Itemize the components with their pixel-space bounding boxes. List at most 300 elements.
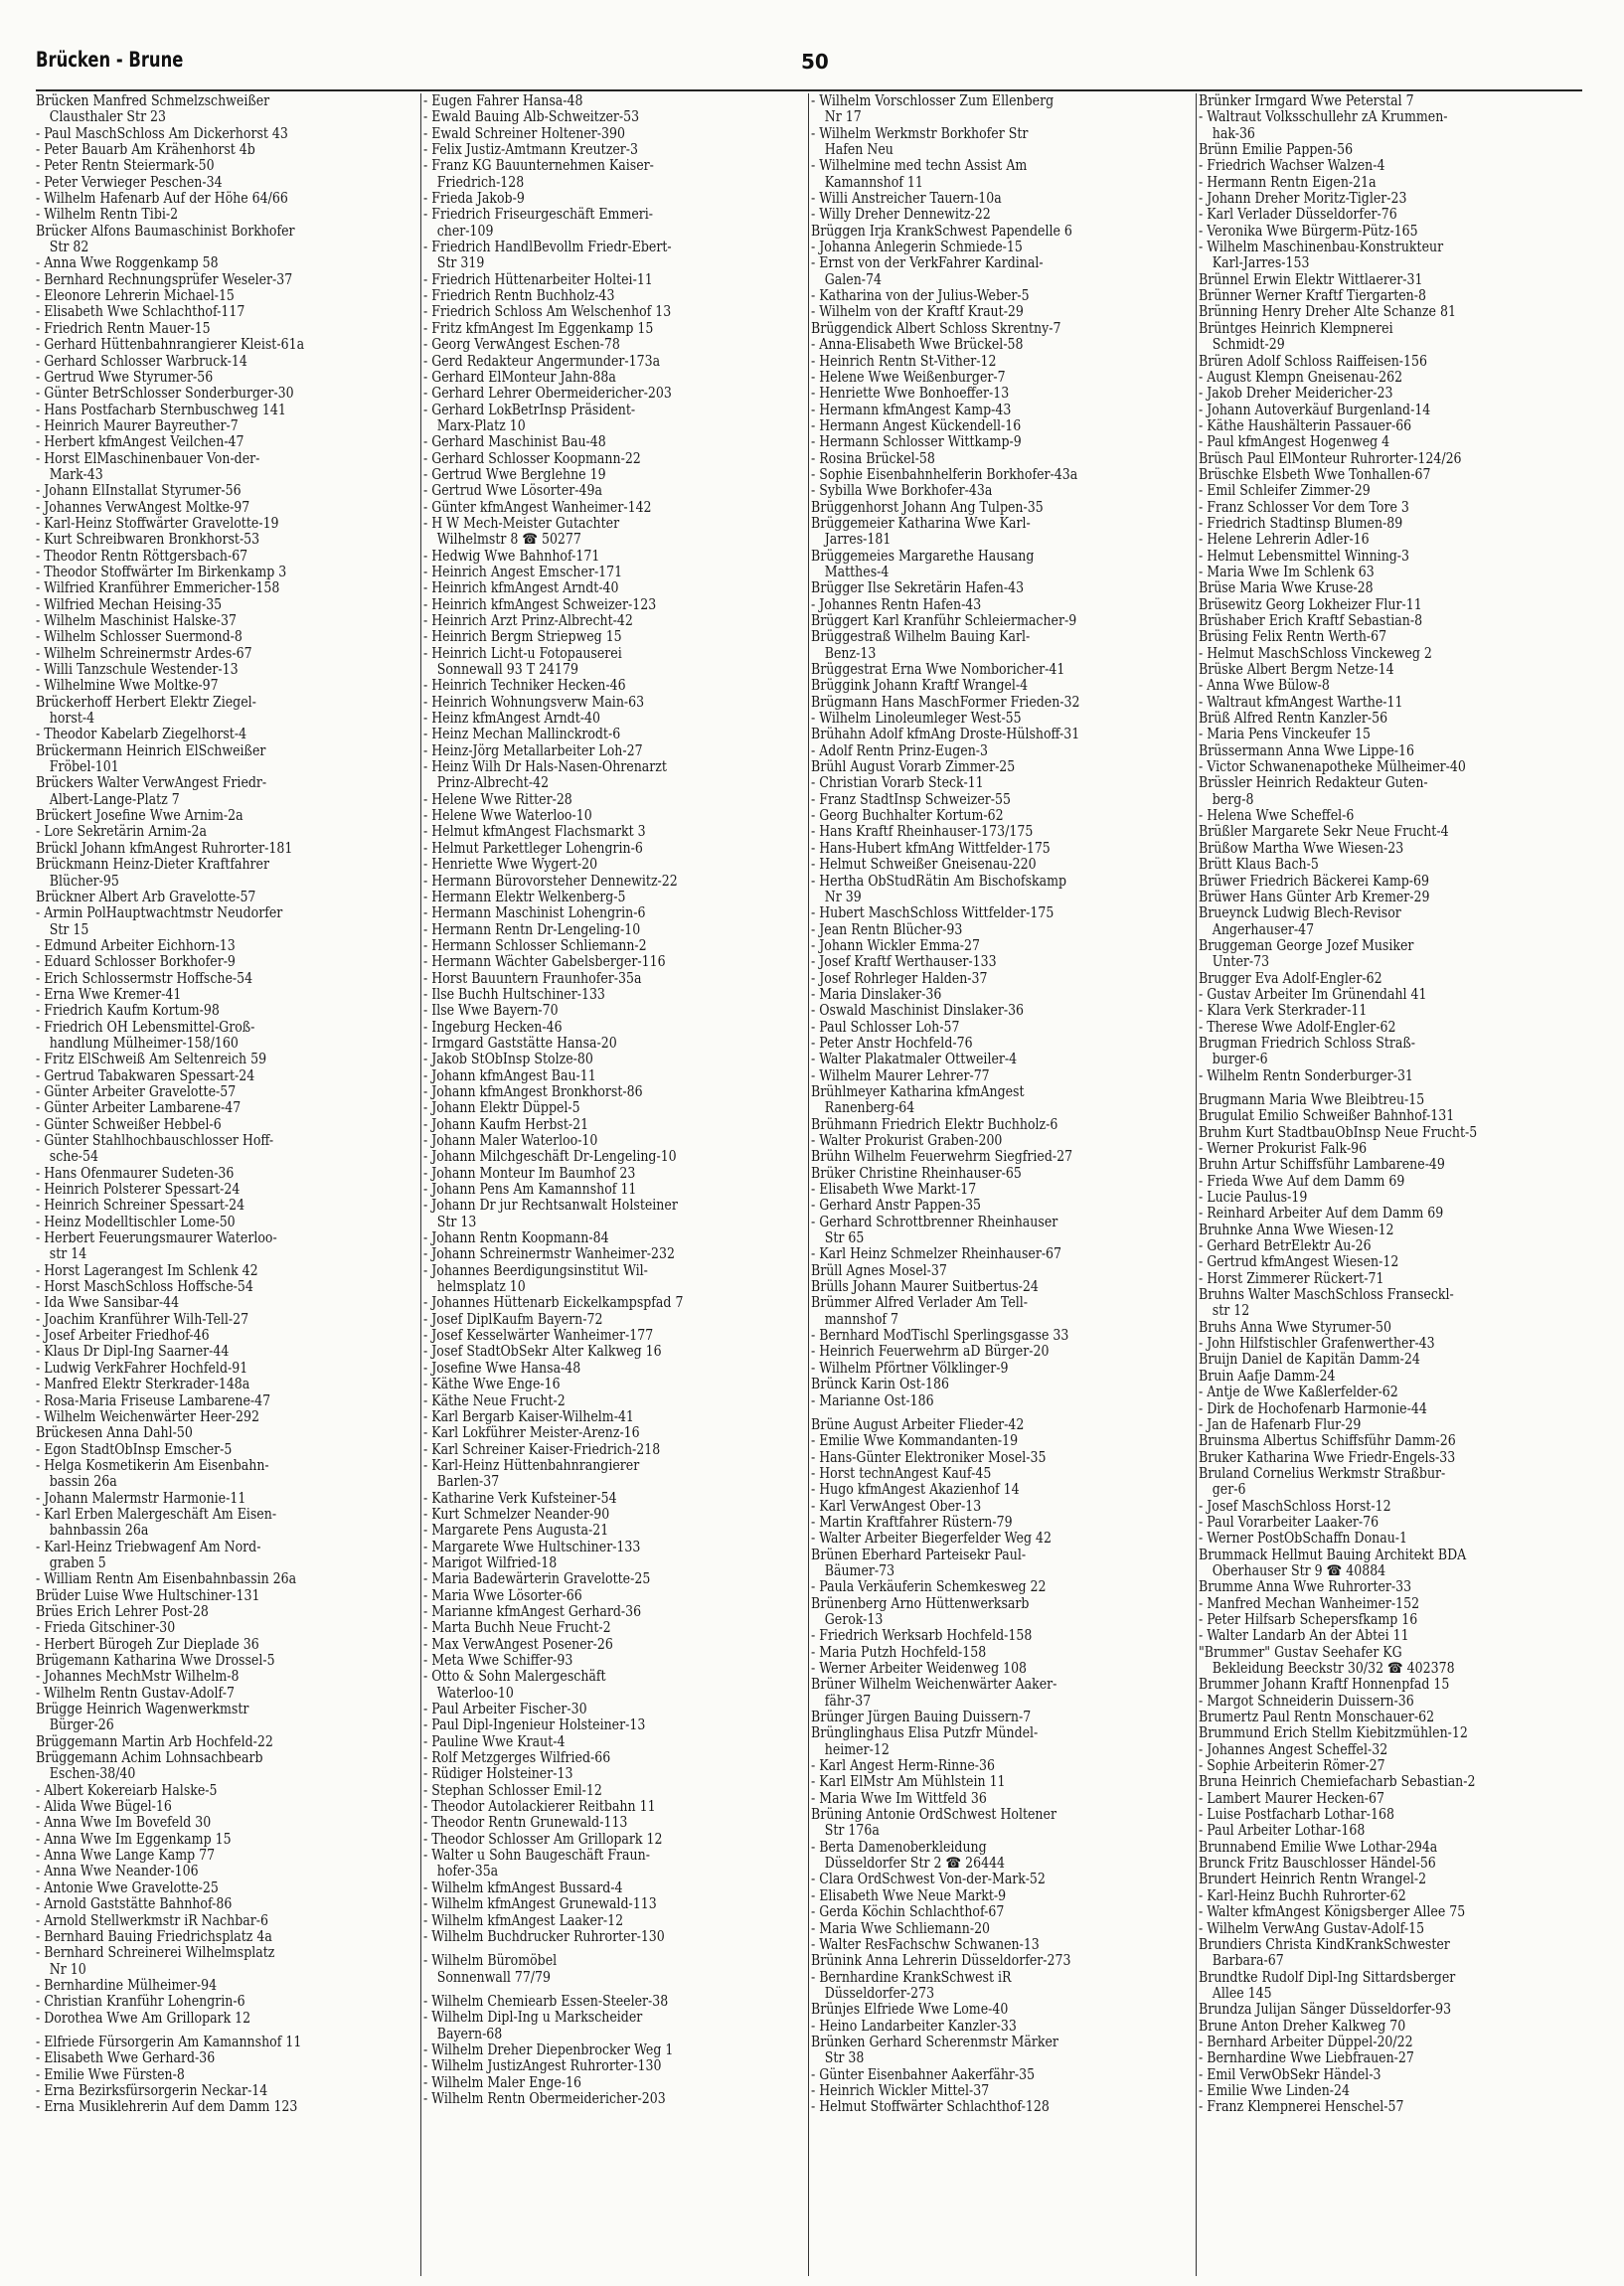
entry-line: - Marianne Ost-186 xyxy=(811,1391,934,1409)
entry-line: Brüschke Elsbeth Wwe Tonhallen-67 xyxy=(1199,465,1431,483)
entry-continuation: Allee 145 xyxy=(1212,1984,1272,2002)
entry-continuation: bassin 26a xyxy=(49,1473,117,1491)
entry-line: - Lore Sekretärin Arnim-2a xyxy=(36,823,207,841)
entry-continuation: Angerhauser-47 xyxy=(1212,920,1315,938)
entry-line: - Georg Buchhalter Kortum-62 xyxy=(811,807,1004,825)
entry-line: - Wilhelm kfmAngest Laaker-12 xyxy=(423,1911,624,1929)
directory-entry xyxy=(1199,191,1584,207)
directory-entry xyxy=(423,1117,809,1133)
entry-line: - Wilfried Mechan Heising-35 xyxy=(36,595,223,613)
directory-entry xyxy=(36,1068,421,1084)
directory-entry xyxy=(423,142,809,158)
directory-entry xyxy=(811,1417,1197,1433)
entry-line: Brückl Johann kfmAngest Ruhrorter-181 xyxy=(36,839,293,857)
entry-line: - Wilhelm Rentn Gustav-Adolf-7 xyxy=(36,1684,235,1702)
entry-line: - Heinz Mechan Mallinckrodt-6 xyxy=(423,726,621,743)
entry-line: - August Klempn Gneisenau-262 xyxy=(1199,368,1403,386)
entry-line: - Willi Tanzschule Westender-13 xyxy=(36,661,239,679)
entry-line: - Anna-Elisabeth Wwe Brückel-58 xyxy=(811,336,1024,354)
directory-entry xyxy=(36,1100,421,1116)
entry-line: - Wilhelm Dreher Diepenbrocker Weg 1 xyxy=(423,2041,674,2058)
directory-entry xyxy=(423,483,809,499)
directory-entry xyxy=(1199,775,1584,808)
entry-line: - Gerhard Anstr Pappen-35 xyxy=(811,1197,982,1215)
entry-line: - Helene Wwe Waterloo-10 xyxy=(423,807,592,825)
directory-entry xyxy=(423,549,809,565)
directory-entry xyxy=(36,532,421,548)
entry-line: Brune Anton Dreher Kalkweg 70 xyxy=(1199,2017,1406,2035)
directory-entry xyxy=(811,1133,1197,1149)
entry-line: Brücken Manfred Schmelzschweißer xyxy=(36,93,270,109)
directory-entry xyxy=(36,1540,421,1572)
entry-line: - Heino Landarbeiter Kanzler-33 xyxy=(811,2017,1017,2035)
directory-entry xyxy=(423,1571,809,1587)
entry-line: - Maria Badewärterin Gravelotte-25 xyxy=(423,1570,651,1588)
entry-continuation: Waterloo-10 xyxy=(436,1684,514,1702)
entry-line: - Hermann Rentn Dr-Lengeling-10 xyxy=(423,920,641,938)
directory-entry xyxy=(36,191,421,207)
entry-line: Brüggemann Martin Arb Hochfeld-22 xyxy=(36,1732,273,1750)
directory-entry xyxy=(423,711,809,727)
directory-entry xyxy=(36,1507,421,1540)
entry-line: Brünen Eberhard Parteisekr Paul- xyxy=(811,1546,1027,1563)
directory-entry xyxy=(811,1677,1197,1710)
entry-line: Brütt Klaus Bach-5 xyxy=(1199,856,1319,874)
directory-entry xyxy=(811,1710,1197,1725)
directory-entry xyxy=(1199,1856,1584,1872)
entry-line: - Erich Schlossermstr Hoffsche-54 xyxy=(36,969,253,987)
directory-entry xyxy=(1199,1515,1584,1531)
directory-entry xyxy=(811,240,1197,255)
directory-entry xyxy=(1199,1628,1584,1644)
directory-entry xyxy=(36,1848,421,1864)
directory-entry xyxy=(1199,483,1584,499)
entry-line: - Bernhardine Mülheimer-94 xyxy=(36,1976,218,1994)
directory-entry xyxy=(1199,1401,1584,1417)
entry-continuation: Friedrich-128 xyxy=(436,173,525,191)
entry-line: - Johann Malermstr Harmonie-11 xyxy=(36,1489,246,1507)
entry-line: - Eugen Fahrer Hansa-48 xyxy=(423,93,583,109)
entry-line: - Ingeburg Hecken-46 xyxy=(423,1018,563,1036)
entry-line: - Heinz Wilh Dr Hals-Nasen-Ohrenarzt xyxy=(423,758,667,776)
entry-line: Bruhns Walter MaschSchloss Franseckl- xyxy=(1199,1286,1454,1304)
entry-line: - Theodor Rentn Röttgersbach-67 xyxy=(36,547,248,565)
entry-continuation: Jarres-181 xyxy=(824,531,892,549)
entry-line: - Helene Lehrerin Adler-16 xyxy=(1199,531,1370,549)
directory-entry xyxy=(1199,1125,1584,1141)
directory-entry xyxy=(36,905,421,938)
entry-line: - Karl-Heinz Stoffwärter Gravelotte-19 xyxy=(36,514,279,532)
directory-entry xyxy=(36,1880,421,1896)
directory-entry xyxy=(423,434,809,450)
directory-entry xyxy=(811,580,1197,596)
entry-line: - Gerhard Lehrer Obermeidericher-203 xyxy=(423,385,672,403)
directory-entry xyxy=(36,2067,421,2083)
directory-entry xyxy=(423,1328,809,1344)
directory-entry xyxy=(1199,1531,1584,1547)
entry-line: - Maria Wwe Im Wittfeld 36 xyxy=(811,1789,987,1807)
entry-line: - Luise Postfacharb Lothar-168 xyxy=(1199,1806,1394,1824)
directory-entry xyxy=(811,1888,1197,1904)
entry-line: - Werner PostObSchaffn Donau-1 xyxy=(1199,1530,1408,1548)
directory-entry xyxy=(1199,1433,1584,1449)
entry-line: - Hermann Rentn Eigen-21a xyxy=(1199,173,1377,191)
directory-entry xyxy=(423,1068,809,1084)
directory-entry xyxy=(1199,824,1584,840)
directory-entry xyxy=(423,759,809,792)
entry-line: - Bernhard Schreinerei Wilhelmsplatz xyxy=(36,1944,275,1962)
entry-line: - Heinz kfmAngest Arndt-40 xyxy=(423,710,600,728)
entry-line: - Paul kfmAngest Hogenweg 4 xyxy=(1199,433,1390,451)
entry-line: Brüsch Paul ElMonteur Ruhrorter-124/26 xyxy=(1199,449,1462,467)
directory-entry xyxy=(36,370,421,386)
entry-line: - Günter BetrSchlosser Sonderburger-30 xyxy=(36,385,294,403)
directory-entry xyxy=(423,857,809,873)
directory-entry xyxy=(811,727,1197,742)
entry-line: - Gerd Redakteur Angermunder-173a xyxy=(423,352,661,370)
directory-entry xyxy=(811,1970,1197,2003)
directory-entry xyxy=(811,1328,1197,1344)
entry-line: - Arnold Stellwerkmstr iR Nachbar-6 xyxy=(36,1911,269,1929)
entry-line: Brüggestrat Erna Wwe Nomboricher-41 xyxy=(811,661,1065,679)
entry-line: Brüßler Margarete Sekr Neue Frucht-4 xyxy=(1199,823,1449,841)
entry-line: Brüggen Irja KrankSchwest Papendelle 6 xyxy=(811,222,1072,240)
directory-entry xyxy=(36,516,421,532)
directory-entry xyxy=(811,1661,1197,1677)
entry-line: - Helmut Schweißer Gneisenau-220 xyxy=(811,856,1037,874)
entry-line: - Kurt Schmelzer Neander-90 xyxy=(423,1505,610,1523)
directory-entry xyxy=(423,1702,809,1717)
entry-line: - Walter Arbeiter Biegerfelder Weg 42 xyxy=(811,1530,1052,1548)
entry-line: - Franz KG Bauunternehmen Kaiser- xyxy=(423,157,654,175)
entry-line: Brueynck Ludwig Blech-Revisor xyxy=(1199,904,1401,922)
directory-entry xyxy=(36,1133,421,1166)
entry-line: Brumertz Paul Rentn Monschauer-62 xyxy=(1199,1709,1435,1726)
directory-entry xyxy=(36,1669,421,1685)
directory-entry xyxy=(36,1084,421,1100)
directory-entry xyxy=(1199,207,1584,223)
directory-entry xyxy=(36,1295,421,1311)
entry-continuation: Prinz-Albrecht-42 xyxy=(436,774,550,792)
entry-line: - Heinrich Angest Emscher-171 xyxy=(423,563,623,580)
directory-entry xyxy=(423,321,809,337)
directory-entry xyxy=(811,2083,1197,2099)
entry-line: - Wilhelm VerwAng Gustav-Adolf-15 xyxy=(1199,1919,1425,1937)
entry-line: Brückmann Heinz-Dieter Kraftfahrer xyxy=(36,856,269,874)
directory-entry xyxy=(36,2035,421,2050)
entry-line: - Gertrud Wwe Berglehne 19 xyxy=(423,465,606,483)
directory-entry xyxy=(36,142,421,158)
entry-line: - Theodor Schlosser Am Grillopark 12 xyxy=(423,1830,663,1848)
entry-line: Bruijn Daniel de Kapitän Damm-24 xyxy=(1199,1351,1420,1369)
entry-line: - Stephan Schlosser Emil-12 xyxy=(423,1781,602,1799)
directory-entry xyxy=(811,759,1197,775)
directory-entry xyxy=(811,1499,1197,1515)
entry-line: - Wilhelm Vorschlosser Zum Ellenberg xyxy=(811,93,1055,109)
directory-entry xyxy=(811,1579,1197,1595)
entry-line: - Wilhelm Hafenarb Auf der Höhe 64/66 xyxy=(36,190,288,208)
directory-entry xyxy=(1199,93,1584,109)
directory-entry xyxy=(36,890,421,905)
entry-continuation: Galen-74 xyxy=(824,270,883,288)
directory-entry xyxy=(36,354,421,370)
directory-entry xyxy=(423,1717,809,1733)
directory-entry xyxy=(1199,971,1584,987)
directory-entry xyxy=(36,2083,421,2099)
directory-entry xyxy=(423,1783,809,1799)
directory-entry xyxy=(1199,1921,1584,1937)
directory-entry xyxy=(811,1840,1197,1873)
entry-line: Brünning Henry Dreher Alte Schanze 81 xyxy=(1199,303,1456,321)
directory-entry xyxy=(423,1669,809,1702)
entry-line: - Erna Musiklehrerin Auf dem Damm 123 xyxy=(36,2098,298,2116)
entry-line: Brundtke Rudolf Dipl-Ing Sittardsberger xyxy=(1199,1968,1456,1986)
directory-entry xyxy=(811,1807,1197,1840)
entry-line: - Walter ResFachschw Schwanen-13 xyxy=(811,1935,1040,1953)
entry-line: - Christian Vorarb Steck-11 xyxy=(811,774,984,792)
entry-line: Brüggenhorst Johann Ang Tulpen-35 xyxy=(811,498,1044,516)
entry-line: - Felix Justiz-Amtmann Kreutzer-3 xyxy=(423,141,638,159)
entry-continuation: Matthes-4 xyxy=(824,563,890,580)
directory-entry xyxy=(1199,743,1584,759)
directory-entry xyxy=(811,922,1197,938)
directory-entry xyxy=(423,1507,809,1523)
entry-line: - Elisabeth Wwe Neue Markt-9 xyxy=(811,1886,1007,1904)
entry-line: Brüntges Heinrich Klempnerei xyxy=(1199,319,1393,337)
directory-entry xyxy=(36,1425,421,1441)
entry-line: - Käthe Neue Frucht-2 xyxy=(423,1391,566,1409)
entry-line: - Karl Lokführer Meister-Arenz-16 xyxy=(423,1424,640,1442)
directory-entry xyxy=(811,2019,1197,2035)
entry-line: - Hermann Wächter Gabelsberger-116 xyxy=(423,953,666,971)
entry-line: - Gerhard BetrElektr Au-26 xyxy=(1199,1237,1372,1255)
directory-entry xyxy=(423,1929,809,1945)
entry-line: Brüwer Hans Günter Arb Kremer-29 xyxy=(1199,888,1430,905)
entry-line: Brüßow Martha Wwe Wiesen-23 xyxy=(1199,839,1404,857)
entry-line: - Antonie Wwe Gravelotte-25 xyxy=(36,1878,219,1896)
directory-entry xyxy=(811,1020,1197,1036)
directory-entry xyxy=(423,1084,809,1100)
directory-entry xyxy=(423,207,809,240)
entry-line: - Wilhelm Maschinenbau-Konstrukteur xyxy=(1199,239,1444,256)
entry-line: Brückerhoff Herbert Elektr Ziegel- xyxy=(36,693,256,711)
directory-entry xyxy=(1199,808,1584,824)
entry-line: - Heinrich Licht-u Fotopauserei xyxy=(423,644,622,662)
entry-continuation: Bayern-68 xyxy=(436,2025,503,2042)
entry-line: - Clara OrdSchwest Von-der-Mark-52 xyxy=(811,1871,1046,1888)
entry-line: - Günter Arbeiter Lambarene-47 xyxy=(36,1099,242,1117)
directory-entry xyxy=(1199,175,1584,191)
entry-line: - Walter u Sohn Baugeschäft Fraun- xyxy=(423,1847,650,1865)
entry-continuation: Mark-43 xyxy=(49,465,103,483)
entry-continuation: mannshof 7 xyxy=(824,1310,899,1328)
directory-entry xyxy=(36,597,421,613)
entry-line: - Katharina von der Julius-Weber-5 xyxy=(811,287,1030,305)
directory-entry xyxy=(811,158,1197,191)
entry-line: Brülls Johann Maurer Suitbertus-24 xyxy=(811,1278,1039,1296)
entry-line: - Christian Kranführ Lohengrin-6 xyxy=(36,1993,245,2011)
directory-entry xyxy=(36,2050,421,2066)
directory-entry xyxy=(36,1588,421,1604)
entry-line: Brünck Karin Ost-186 xyxy=(811,1376,949,1393)
entry-continuation: berg-8 xyxy=(1212,790,1254,808)
directory-entry xyxy=(1199,629,1584,645)
entry-continuation: Str 15 xyxy=(49,920,89,938)
directory-entry xyxy=(36,2011,421,2027)
entry-line: Bruhs Anna Wwe Styrumer-50 xyxy=(1199,1318,1391,1336)
directory-entry xyxy=(1199,1645,1584,1678)
entry-line: - Hertha ObStudRätin Am Bischofskamp xyxy=(811,872,1067,890)
directory-entry xyxy=(423,1750,809,1766)
directory-entry xyxy=(36,987,421,1003)
directory-entry xyxy=(1199,142,1584,158)
directory-entry xyxy=(423,1198,809,1230)
directory-entry xyxy=(1199,1206,1584,1222)
entry-line: Brummack Hellmut Bauing Architekt BDA xyxy=(1199,1546,1467,1563)
directory-entry xyxy=(36,613,421,629)
entry-line: Brumme Anna Wwe Ruhrorter-33 xyxy=(1199,1578,1412,1596)
entry-line: Brummund Erich Stellm Kiebitzmühlen-12 xyxy=(1199,1724,1468,1742)
directory-entry xyxy=(1199,2083,1584,2099)
directory-entry xyxy=(36,337,421,353)
entry-line: - Johann kfmAngest Bau-11 xyxy=(423,1066,596,1084)
entry-line: - Therese Wwe Adolf-Engler-62 xyxy=(1199,1018,1396,1036)
entry-line: - Karl Heinz Schmelzer Rheinhauser-67 xyxy=(811,1245,1062,1263)
entry-line: - Josef MaschSchloss Horst-12 xyxy=(1199,1497,1391,1515)
entry-line: - Johannes Beerdigungsinstitut Wil- xyxy=(423,1261,648,1279)
directory-entry xyxy=(423,1036,809,1052)
directory-entry xyxy=(423,678,809,694)
entry-line: - Gertrud Tabakwaren Spessart-24 xyxy=(36,1066,255,1084)
entry-line: - Walter Landarb An der Abtei 11 xyxy=(1199,1627,1409,1645)
directory-entry xyxy=(1199,890,1584,905)
entry-continuation: Blücher-95 xyxy=(49,872,119,890)
directory-entry xyxy=(36,1263,421,1279)
directory-entry xyxy=(1199,516,1584,532)
directory-entry xyxy=(811,337,1197,353)
directory-entry xyxy=(1199,1612,1584,1628)
directory-entry xyxy=(36,1361,421,1377)
directory-entry xyxy=(36,1458,421,1491)
entry-line: - Karl-Heinz Buchh Ruhrorter-62 xyxy=(1199,1886,1406,1904)
entry-line: - Hans Ofenmaurer Sudeten-36 xyxy=(36,1164,235,1182)
directory-entry xyxy=(423,1020,809,1036)
entry-continuation: Nr 10 xyxy=(49,1960,86,1978)
entry-line: - Elisabeth Wwe Schlachthof-117 xyxy=(36,303,245,321)
entry-line: Brüker Christine Rheinhauser-65 xyxy=(811,1164,1022,1182)
entry-line: Brückermann Heinrich ElSchweißer xyxy=(36,741,266,759)
directory-entry xyxy=(1199,1694,1584,1710)
entry-line: - Adolf Rentn Prinz-Eugen-3 xyxy=(811,741,989,759)
entry-line: - Jakob Dreher Meidericher-23 xyxy=(1199,385,1393,403)
entry-line: - Erna Wwe Kremer-41 xyxy=(36,985,182,1003)
entry-line: - Wilhelmine med techn Assist Am xyxy=(811,157,1028,175)
entry-line: - Wilhelm kfmAngest Bussard-4 xyxy=(423,1878,623,1896)
entry-line: - Johann Monteur Im Baumhof 23 xyxy=(423,1164,636,1182)
directory-entry xyxy=(423,1953,809,1986)
directory-entry xyxy=(1199,1003,1584,1019)
entry-continuation: Benz-13 xyxy=(824,644,877,662)
directory-entry xyxy=(1199,1254,1584,1270)
directory-column-4 xyxy=(1199,93,1584,2280)
entry-line: - Rüdiger Holsteiner-13 xyxy=(423,1765,573,1783)
entry-line: - Klara Verk Sterkrader-11 xyxy=(1199,1002,1368,1020)
directory-entry xyxy=(811,418,1197,434)
directory-entry xyxy=(1199,1807,1584,1823)
directory-entry xyxy=(36,126,421,142)
entry-line: - Friedrich Schloss Am Welschenhof 13 xyxy=(423,303,672,321)
directory-entry xyxy=(423,874,809,890)
directory-entry xyxy=(1199,1092,1584,1108)
directory-entry xyxy=(811,857,1197,873)
directory-entry xyxy=(423,1344,809,1360)
directory-entry xyxy=(811,126,1197,159)
directory-entry xyxy=(36,1491,421,1507)
entry-line: - Peter Bauarb Am Krähenhorst 4b xyxy=(36,141,255,159)
directory-entry xyxy=(811,2002,1197,2018)
entry-line: - Elfriede Fürsorgerin Am Kamannshof 11 xyxy=(36,2033,302,2050)
directory-entry xyxy=(811,629,1197,662)
entry-line: - Katharine Verk Kufsteiner-54 xyxy=(423,1489,617,1507)
directory-entry xyxy=(36,1734,421,1750)
directory-entry xyxy=(423,938,809,954)
directory-entry xyxy=(811,1149,1197,1165)
directory-entry xyxy=(811,743,1197,759)
entry-line: - Helena Wwe Scheffel-6 xyxy=(1199,807,1355,825)
directory-entry xyxy=(36,824,421,840)
entry-line: - Friedrich Kaufm Kortum-98 xyxy=(36,1002,220,1020)
directory-entry xyxy=(36,1686,421,1702)
directory-entry xyxy=(811,1596,1197,1629)
entry-line: Brüse Maria Wwe Kruse-28 xyxy=(1199,579,1374,597)
directory-entry xyxy=(1199,1725,1584,1741)
entry-line: - Johannes VerwAngest Moltke-97 xyxy=(36,498,250,516)
directory-entry xyxy=(36,255,421,271)
entry-continuation: Unter-73 xyxy=(1212,953,1270,971)
entry-continuation: Albert-Lange-Platz 7 xyxy=(49,790,180,808)
directory-entry xyxy=(811,874,1197,906)
entry-line: - Theodor Stoffwärter Im Birkenkamp 3 xyxy=(36,563,287,580)
entry-line: - Wilhelm Schlosser Suermond-8 xyxy=(36,628,243,646)
entry-line: - Friedrich Wachser Walzen-4 xyxy=(1199,157,1385,175)
entry-continuation: ger-6 xyxy=(1212,1481,1246,1499)
directory-entry xyxy=(1199,240,1584,272)
entry-line: - Emilie Wwe Linden-24 xyxy=(1199,2081,1351,2099)
entry-line: Brünnel Erwin Elektr Wittlaerer-31 xyxy=(1199,270,1423,288)
entry-line: - Horst Bauuntern Fraunhofer-35a xyxy=(423,969,642,987)
entry-line: - Emil Schleifer Zimmer-29 xyxy=(1199,482,1371,500)
entry-line: Brühmann Friedrich Elektr Buchholz-6 xyxy=(811,1115,1058,1133)
directory-entry xyxy=(1199,580,1584,596)
directory-entry xyxy=(423,1361,809,1377)
entry-continuation: graben 5 xyxy=(49,1553,106,1571)
entry-continuation: Ranenberg-64 xyxy=(824,1099,915,1117)
entry-line: - Eleonore Lehrerin Michael-15 xyxy=(36,287,235,305)
entry-line: - Josef Kraftf Werthauser-133 xyxy=(811,953,997,971)
entry-line: - Paul Schlosser Loh-57 xyxy=(811,1018,960,1036)
directory-entry xyxy=(811,1482,1197,1498)
entry-line: - Josef Kesselwärter Wanheimer-177 xyxy=(423,1327,654,1345)
directory-entry xyxy=(423,1409,809,1425)
directory-entry xyxy=(811,1725,1197,1758)
entry-line: - Martin Kraftfahrer Rüstern-79 xyxy=(811,1513,1013,1531)
directory-entry xyxy=(423,792,809,808)
entry-line: - Gerhard Schrottbrenner Rheinhauser xyxy=(811,1213,1058,1230)
entry-line: Brundiers Christa KindKrankSchwester xyxy=(1199,1935,1450,1953)
entry-line: - Heinrich Rentn St-Vither-12 xyxy=(811,352,997,370)
entry-line: Bruhn Artur Schiffsführ Lambarene-49 xyxy=(1199,1156,1445,1174)
directory-entry xyxy=(423,370,809,386)
